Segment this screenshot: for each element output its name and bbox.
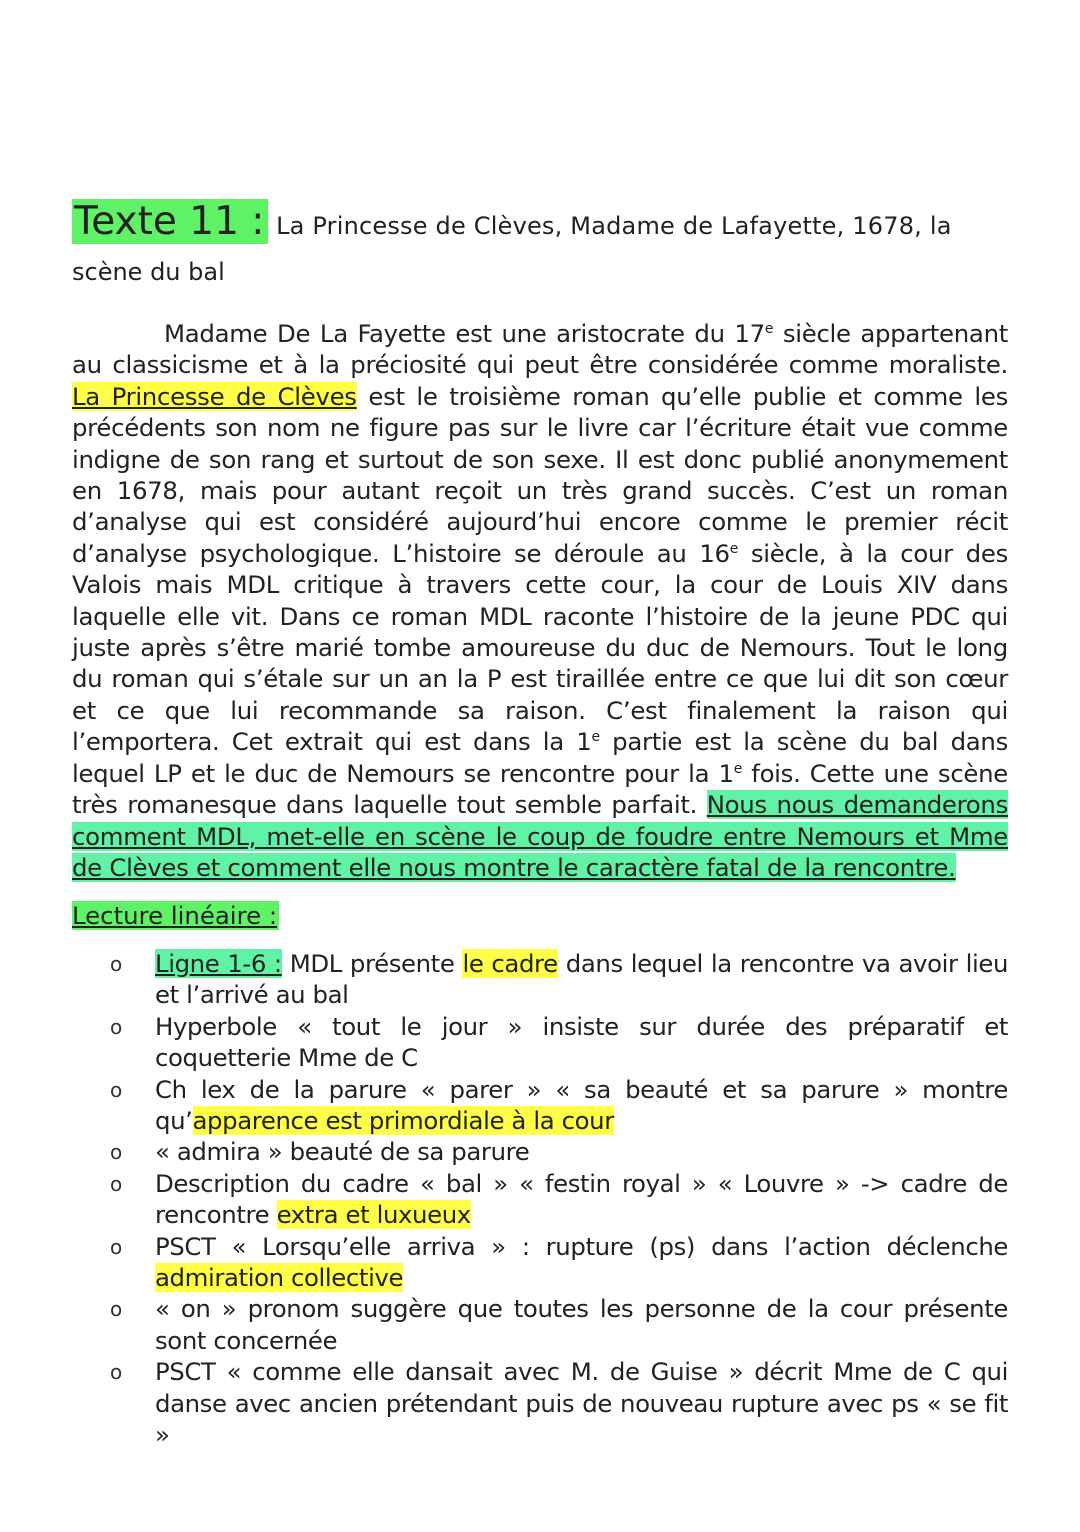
highlighted-phrase: le cadre (462, 949, 558, 978)
list-item: o PSCT « Lorsqu’elle arriva » : rupture (ps) dans l’action déclenche admiration collective (108, 1231, 1008, 1294)
work-reference: La Princesse de Clèves, Madame de Lafayette, 1678, la (276, 212, 952, 240)
text-number-label: Texte 11 : (72, 199, 268, 244)
analysis-list (108, 948, 1008, 1451)
list-item: o Ch lex de la parure « parer » « sa beauté et sa parure » montre qu’apparence est primordiale à la cour (108, 1074, 1008, 1137)
list-item: o Hyperbole « tout le jour » insiste sur durée des préparatif et coquetterie Mme de C (108, 1011, 1008, 1074)
highlighted-phrase: apparence est primordiale à la cour (192, 1106, 614, 1136)
list-item: o « admira » beauté de sa parure (108, 1136, 1008, 1167)
section-heading: Lecture linéaire : (72, 901, 278, 930)
list-item: o « on » pronom suggère que toutes les personne de la cour présente sont concernée (108, 1293, 1008, 1356)
work-reference-continued: scène du bal (72, 258, 225, 286)
problematic-question: Nous nous demanderons comment MDL, met-elle en scène le coup de foudre entre Nemours et Mme de Clèves et comment elle nous montre le caractère fatal de la rencontre. (72, 790, 1008, 882)
highlight-novel-title: La Princesse de Clèves (72, 381, 357, 411)
line-reference-label: Ligne 1-6 : (155, 949, 282, 978)
document-title (72, 200, 1012, 248)
list-item: o PSCT « comme elle dansait avec M. de Guise » décrit Mme de C qui danse avec ancien prétendant puis de nouveau rupture avec ps « se fit » (108, 1356, 1008, 1450)
list-item: o Description du cadre « bal » « festin royal » « Louvre » -> cadre de rencontre extra et luxueux (108, 1168, 1008, 1231)
highlighted-phrase: admiration collective (155, 1263, 404, 1293)
highlighted-phrase: extra et luxueux (276, 1200, 471, 1230)
list-item: o Ligne 1-6 : MDL présente le cadre dans lequel la rencontre va avoir lieu et l’arrivé au bal (108, 948, 1008, 1011)
introduction-paragraph: Madame De La Fayette est une aristocrate du 17e siècle appartenant au classicisme et à la préciosité qui peut être considérée comme moraliste. La Princesse de Clèves est le troisième roman qu’elle publie et comme les précédents son nom ne figure pas sur le livre car l’écriture était vue comme indigne de son rang et surtout de son sexe. Il est donc publié anonymement en 1678, mais pour autant reçoit un très grand succès. C’est un roman d’analyse qui est considéré aujourd’hui encore comme le premier récit d’analyse psychologique. L’histoire se déroule au 16e siècle, à la cour des Valois mais MDL critique à travers cette cour, la cour de Louis XIV dans laquelle elle vit. Dans ce roman MDL raconte l’histoire de la jeune PDC qui juste après s’être marié tombe amoureuse du duc de Nemours. Tout le long du roman qui s’étale sur un an la P est tiraillée entre ce que lui dit son cœur et ce que lui recommande sa raison. C’est finalement la raison qui l’emportera. Cet extrait qui est dans la 1e partie est la scène du bal dans lequel LP et le duc de Nemours se rencontre pour la 1e fois. Cette une scène très romanesque dans laquelle tout semble parfait. Nous nous demanderons comment MDL, met-elle en scène le coup de foudre entre Nemours et Mme de Clèves et comment elle nous montre le caractère fatal de la rencontre. (72, 319, 1008, 882)
